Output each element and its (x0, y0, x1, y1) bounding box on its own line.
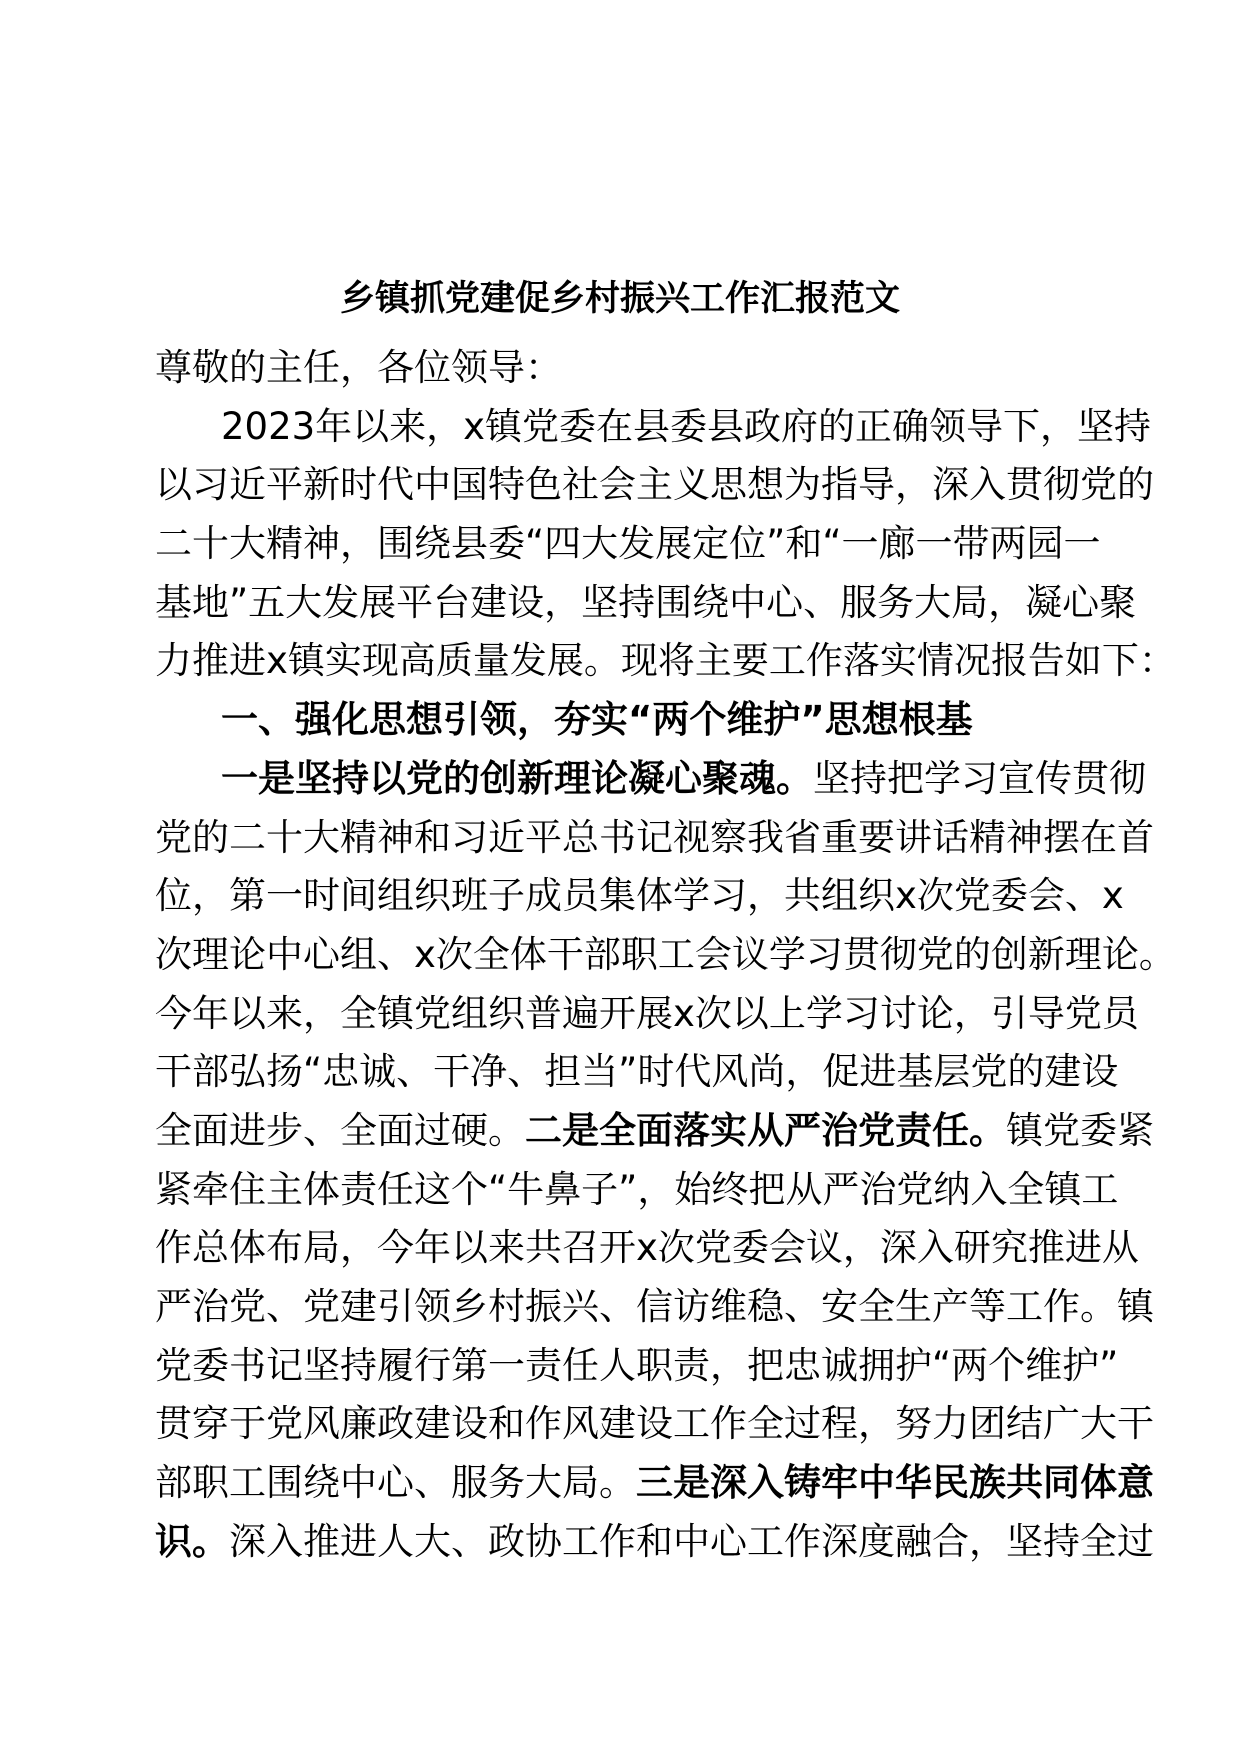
text-line (155, 1043, 1119, 1102)
text-run: 位，第一时间组织班子成员集体学习，共组织x次党委会、x (155, 874, 1124, 918)
document-title: 乡镇抓党建促乡村振兴工作汇报范文 (339, 279, 900, 319)
text-run: 干部弘扬“忠诚、干净、担当”时代风尚，促进基层党的建设 (155, 1050, 1119, 1094)
text-line (155, 1513, 1154, 1572)
text-run: 2023年以来，x镇党委在县委县政府的正确领导下，坚持 (221, 404, 1152, 448)
text-line (155, 750, 1146, 809)
bold-text-run: 三是深入铸牢中华民族共同体意 (636, 1461, 1154, 1505)
text-line (155, 574, 1137, 633)
text-line (155, 691, 1085, 750)
text-line (155, 515, 1101, 574)
text-run: 镇党委紧 (1006, 1108, 1154, 1152)
text-run: 全面进步、全面过硬。 (155, 1108, 525, 1152)
text-line (155, 1278, 1154, 1337)
text-line (155, 1454, 1154, 1513)
text-run: 力推进x镇实现高质量发展。现将主要工作落实情况报告如下： (155, 639, 1176, 683)
text-line (155, 926, 1176, 985)
text-line (155, 398, 1152, 457)
text-line (155, 867, 1124, 926)
text-run: 严治党、党建引领乡村振兴、信访维稳、安全生产等工作。镇 (155, 1285, 1154, 1328)
text-run: 深入推进人大、政协工作和中心工作深度融合，坚持全过 (229, 1519, 1154, 1563)
text-line (155, 1395, 1154, 1454)
text-line (155, 1102, 1154, 1161)
text-run: 二十大精神，围绕县委“四大发展定位”和“一廊一带两园一 (155, 522, 1101, 566)
text-run: 尊敬的主任，各位领导： (155, 346, 562, 389)
text-run: 今年以来，全镇党组织普遍开展x次以上学习讨论，引导党员 (155, 991, 1139, 1035)
text-line (155, 1161, 1119, 1220)
text-run: 作总体布局，今年以来共召开x次党委会议，深入研究推进从 (155, 1226, 1139, 1270)
bold-text-run: 一是坚持以党的创新理论凝心聚魂。 (221, 756, 813, 800)
text-line (155, 985, 1139, 1044)
text-run: 基地”五大发展平台建设，坚持围绕中心、服务大局，凝心聚 (155, 580, 1137, 624)
document-body (155, 339, 1176, 1571)
text-run: 紧牵住主体责任这个“牛鼻子”，始终把从严治党纳入全镇工 (155, 1167, 1119, 1211)
text-run: 次理论中心组、x次全体干部职工会议学习贯彻党的创新理论。 (155, 932, 1176, 976)
text-line (155, 1337, 1119, 1396)
text-line (155, 1219, 1139, 1278)
text-run: 贯穿于党风廉政建设和作风建设工作全过程，努力团结广大干 (155, 1402, 1154, 1446)
text-line (155, 809, 1154, 868)
text-run: 党的二十大精神和习近平总书记视察我省重要讲话精神摆在首 (155, 815, 1154, 859)
text-line (155, 339, 1085, 398)
bold-text-run: 一、强化思想引领，夯实“两个维护”思想根基 (221, 698, 973, 742)
text-run: 以习近平新时代中国特色社会主义思想为指导，深入贯彻党的 (155, 463, 1154, 507)
bold-text-run: 二是全面落实从严治党责任。 (525, 1108, 1006, 1152)
text-run: 坚持把学习宣传贯彻 (813, 756, 1146, 800)
text-line (155, 632, 1176, 691)
text-run: 部职工围绕中心、服务大局。 (155, 1461, 636, 1505)
text-line (155, 456, 1154, 515)
bold-text-run: 识。 (155, 1519, 229, 1563)
text-run: 党委书记坚持履行第一责任人职责，把忠诚拥护“两个维护” (155, 1343, 1119, 1387)
